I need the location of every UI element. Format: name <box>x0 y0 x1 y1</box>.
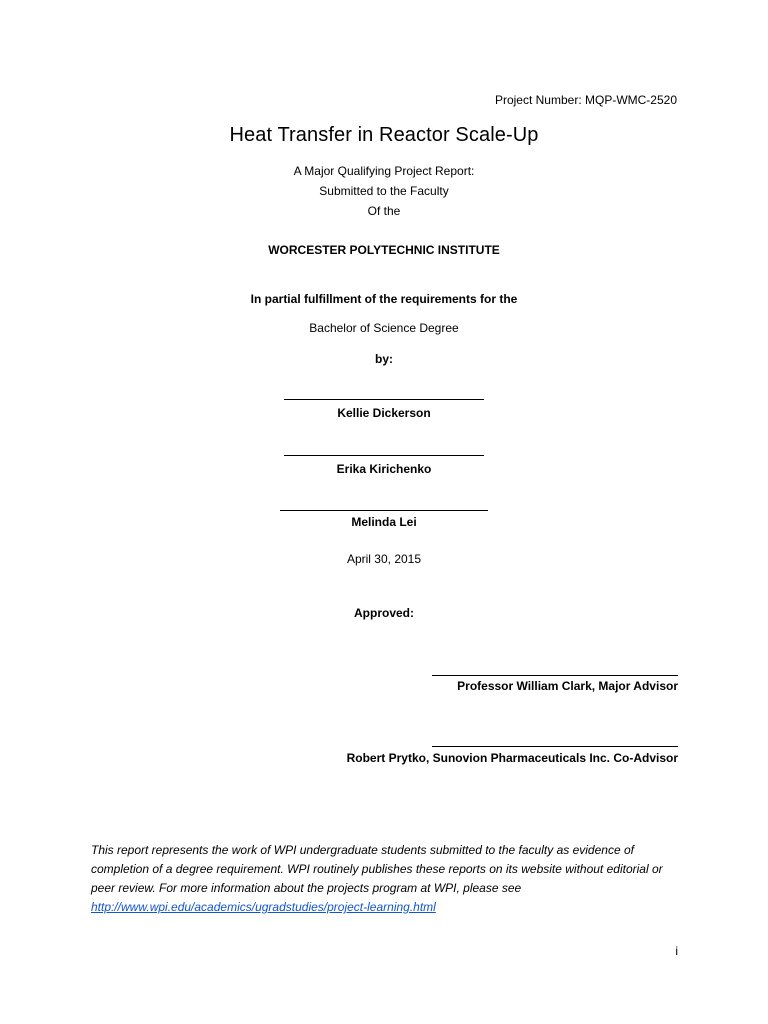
subtitle-line-1: A Major Qualifying Project Report: <box>293 164 475 178</box>
institution-name: WORCESTER POLYTECHNIC INSTITUTE <box>268 243 500 257</box>
signature-line <box>280 510 488 511</box>
signature-line <box>432 746 678 747</box>
project-number: Project Number: MQP-WMC-2520 <box>494 93 677 107</box>
advisor-name: Professor William Clark, Major Advisor <box>457 679 678 693</box>
approved-label: Approved: <box>354 606 414 620</box>
author-name: Melinda Lei <box>351 515 417 529</box>
fulfillment-statement: In partial fulfillment of the requirements for the <box>250 292 518 306</box>
report-title: Heat Transfer in Reactor Scale-Up <box>229 124 539 146</box>
disclaimer-text: This report represents the work of WPI undergraduate students submitted to the faculty as evidence of completion of a degree requirement. WPI routinely publishes these reports on its website without editorial or peer review. For more information about the projects program at WPI, please see <box>91 843 663 895</box>
by-label: by: <box>375 352 393 366</box>
subtitle-line-3: Of the <box>367 204 401 218</box>
advisor-name: Robert Prytko, Sunovion Pharmaceuticals Inc. Co-Advisor <box>346 751 678 765</box>
page-number: i <box>675 944 678 958</box>
signature-line <box>284 455 484 456</box>
author-name: Erika Kirichenko <box>336 462 432 476</box>
disclaimer-paragraph <box>91 841 681 917</box>
signature-line <box>284 399 484 400</box>
subtitle-line-2: Submitted to the Faculty <box>319 184 449 198</box>
project-learning-link[interactable]: http://www.wpi.edu/academics/ugradstudies/project-learning.html <box>91 900 436 914</box>
author-name: Kellie Dickerson <box>337 406 431 420</box>
report-date: April 30, 2015 <box>346 552 422 566</box>
degree-name: Bachelor of Science Degree <box>309 321 459 335</box>
signature-line <box>432 675 678 676</box>
